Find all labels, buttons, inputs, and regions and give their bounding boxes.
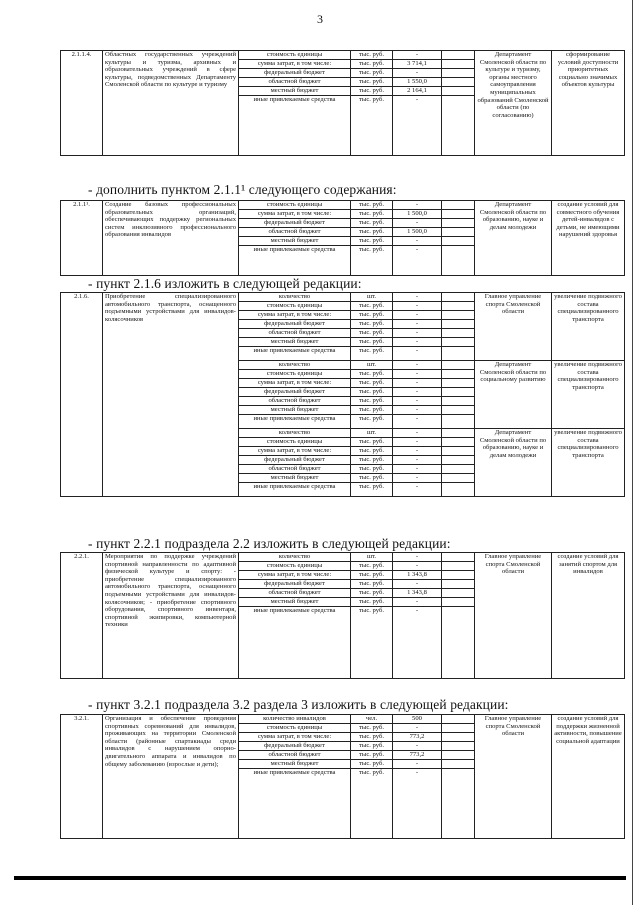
amount: -	[393, 483, 442, 497]
funding-source: сумма затрат, в том числе:	[239, 311, 351, 320]
amount: -	[393, 370, 442, 379]
empty-cell	[442, 397, 475, 406]
unit: тыс. руб.	[351, 598, 393, 607]
funding-source: количество инвалидов	[239, 715, 351, 724]
empty-cell	[442, 293, 475, 302]
unit: тыс. руб.	[351, 406, 393, 415]
amount: -	[393, 338, 442, 347]
funding-source: количество	[239, 361, 351, 370]
unit: тыс. руб.	[351, 201, 393, 210]
amount: 3 714,1	[393, 60, 442, 69]
item-description: Приобретение специализированного автомобильного транспорта, оснащенного подъемными устройствами для инвалидов-колясочников	[103, 293, 239, 497]
funding-source: количество	[239, 293, 351, 302]
item-number: 2.1.1.4.	[61, 51, 103, 156]
amount: 1 343,8	[393, 571, 442, 580]
funding-source: федеральный бюджет	[239, 320, 351, 329]
empty-cell	[442, 483, 475, 497]
amount: -	[393, 598, 442, 607]
unit: тыс. руб.	[351, 78, 393, 87]
funding-source: федеральный бюджет	[239, 219, 351, 228]
amount: -	[393, 406, 442, 415]
empty-cell	[442, 219, 475, 228]
amount: 500	[393, 715, 442, 724]
empty-cell	[442, 60, 475, 69]
funding-source: федеральный бюджет	[239, 456, 351, 465]
funding-source: иные привлекаемые средства	[239, 246, 351, 276]
responsible-executor: Главное управление спорта Смоленской области	[475, 553, 552, 679]
amount: 1 550,0	[393, 78, 442, 87]
empty-cell	[442, 598, 475, 607]
amount: -	[393, 51, 442, 60]
empty-cell	[442, 760, 475, 769]
empty-cell	[442, 580, 475, 589]
amount: 773,2	[393, 733, 442, 742]
empty-cell	[442, 87, 475, 96]
amount: -	[393, 379, 442, 388]
unit: тыс. руб.	[351, 87, 393, 96]
unit: тыс. руб.	[351, 483, 393, 497]
heading-2-2-1: - пункт 2.2.1 подраздела 2.2 изложить в следующей редакции:	[88, 536, 451, 551]
unit: тыс. руб.	[351, 69, 393, 78]
program-table	[60, 50, 625, 156]
unit: тыс. руб.	[351, 456, 393, 465]
empty-cell	[442, 447, 475, 456]
funding-source: сумма затрат, в том числе:	[239, 210, 351, 219]
funding-source: областной бюджет	[239, 329, 351, 338]
empty-cell	[442, 456, 475, 465]
funding-source: количество	[239, 553, 351, 562]
empty-cell	[442, 406, 475, 415]
amount: -	[393, 438, 442, 447]
unit: тыс. руб.	[351, 370, 393, 379]
item-number: 2.1.6.	[61, 293, 103, 497]
amount: -	[393, 474, 442, 483]
empty-cell	[442, 571, 475, 580]
funding-source: местный бюджет	[239, 760, 351, 769]
amount: -	[393, 201, 442, 210]
funding-source: сумма затрат, в том числе:	[239, 571, 351, 580]
table-block-2-2-1	[60, 552, 619, 679]
unit: тыс. руб.	[351, 751, 393, 760]
unit: тыс. руб.	[351, 379, 393, 388]
empty-cell	[442, 607, 475, 679]
unit: тыс. руб.	[351, 589, 393, 598]
unit: тыс. руб.	[351, 320, 393, 329]
unit: тыс. руб.	[351, 474, 393, 483]
responsible-executor: Департамент Смоленской области по культуре и туризму, органы местного самоуправления муниципальных образований Смоленской области (по согласованию)	[475, 51, 552, 156]
amount: -	[393, 724, 442, 733]
unit: тыс. руб.	[351, 415, 393, 429]
responsible-executor: Главное управление спорта Смоленской области	[475, 715, 552, 839]
unit: тыс. руб.	[351, 329, 393, 338]
funding-source: областной бюджет	[239, 751, 351, 760]
empty-cell	[442, 429, 475, 438]
unit: шт.	[351, 553, 393, 562]
amount: -	[393, 96, 442, 156]
empty-cell	[442, 553, 475, 562]
empty-cell	[442, 338, 475, 347]
unit: тыс. руб.	[351, 742, 393, 751]
amount: -	[393, 361, 442, 370]
funding-source: федеральный бюджет	[239, 69, 351, 78]
funding-source: федеральный бюджет	[239, 388, 351, 397]
table-row	[61, 51, 625, 60]
unit: тыс. руб.	[351, 60, 393, 69]
funding-source: областной бюджет	[239, 589, 351, 598]
empty-cell	[442, 465, 475, 474]
unit: тыс. руб.	[351, 228, 393, 237]
responsible-executor: Департамент Смоленской области по социальному развитию	[475, 361, 552, 429]
unit: тыс. руб.	[351, 760, 393, 769]
amount: -	[393, 237, 442, 246]
funding-source: количество	[239, 429, 351, 438]
funding-source: местный бюджет	[239, 338, 351, 347]
unit: тыс. руб.	[351, 733, 393, 742]
amount: -	[393, 347, 442, 361]
empty-cell	[442, 78, 475, 87]
empty-cell	[442, 311, 475, 320]
funding-source: иные привлекаемые средства	[239, 483, 351, 497]
empty-cell	[442, 379, 475, 388]
funding-source: местный бюджет	[239, 87, 351, 96]
funding-source: иные привлекаемые средства	[239, 347, 351, 361]
amount: -	[393, 320, 442, 329]
empty-cell	[442, 715, 475, 724]
program-table	[60, 552, 625, 679]
item-number: 2.1.1¹.	[61, 201, 103, 276]
funding-source: сумма затрат, в том числе:	[239, 379, 351, 388]
item-description: Создание базовых профессиональных образовательных организаций, обеспечивающих поддержку региональных систем инклюзивного профессионального образования инвалидов	[103, 201, 239, 276]
expected-result: увеличение подвижного состава специализированного транспорта	[552, 361, 625, 429]
funding-source: областной бюджет	[239, 78, 351, 87]
funding-source: федеральный бюджет	[239, 742, 351, 751]
funding-source: областной бюджет	[239, 397, 351, 406]
page-right-edge	[632, 0, 633, 905]
amount: -	[393, 465, 442, 474]
funding-source: местный бюджет	[239, 406, 351, 415]
funding-source: сумма затрат, в том числе:	[239, 60, 351, 69]
unit: тыс. руб.	[351, 302, 393, 311]
empty-cell	[442, 246, 475, 276]
empty-cell	[442, 302, 475, 311]
expected-result: создание условий для занятий спортом для инвалидов	[552, 553, 625, 679]
responsible-executor: Главное управление спорта Смоленской области	[475, 293, 552, 361]
amount: -	[393, 769, 442, 839]
amount: 1 500,0	[393, 210, 442, 219]
amount: -	[393, 329, 442, 338]
table-block-2-1-1-1	[60, 200, 620, 276]
amount: -	[393, 562, 442, 571]
unit: тыс. руб.	[351, 347, 393, 361]
amount: -	[393, 293, 442, 302]
empty-cell	[442, 69, 475, 78]
empty-cell	[442, 361, 475, 370]
unit: шт.	[351, 361, 393, 370]
item-description: Мероприятия по поддержке учреждений спортивной направленности по адаптивной физической культуре и спорту: - приобретение специализированного автомобильного транспорта, оснащенного подъемными устройствами для инвалидов-колясочников; - приобретение спортивного оборудования, спортивного инвентаря, спортивной экипировки, компьютерной техники	[103, 553, 239, 679]
empty-cell	[442, 438, 475, 447]
empty-cell	[442, 388, 475, 397]
unit: тыс. руб.	[351, 465, 393, 474]
empty-cell	[442, 96, 475, 156]
program-table	[60, 292, 625, 497]
empty-cell	[442, 228, 475, 237]
unit: тыс. руб.	[351, 388, 393, 397]
expected-result: создание условий для поддержки жизненной активности, повышение социальной адаптации	[552, 715, 625, 839]
funding-source: сумма затрат, в том числе:	[239, 447, 351, 456]
unit: тыс. руб.	[351, 96, 393, 156]
amount: -	[393, 311, 442, 320]
unit: тыс. руб.	[351, 562, 393, 571]
funding-source: стоимость единицы	[239, 370, 351, 379]
empty-cell	[442, 724, 475, 733]
amount: -	[393, 388, 442, 397]
empty-cell	[442, 742, 475, 751]
unit: тыс. руб.	[351, 338, 393, 347]
unit: шт.	[351, 293, 393, 302]
heading-2-1-1-1: - дополнить пунктом 2.1.1¹ следующего содержания:	[88, 182, 397, 197]
amount: 1 343,8	[393, 589, 442, 598]
amount: -	[393, 302, 442, 311]
funding-source: областной бюджет	[239, 465, 351, 474]
responsible-executor: Департамент Смоленской области по образованию, науке и делам молодежи	[475, 429, 552, 497]
funding-source: областной бюджет	[239, 228, 351, 237]
amount: 773,2	[393, 751, 442, 760]
amount: -	[393, 760, 442, 769]
page-bottom-rule	[14, 876, 626, 880]
empty-cell	[442, 347, 475, 361]
amount: -	[393, 246, 442, 276]
table-block-2-1-1-4	[60, 50, 619, 156]
unit: тыс. руб.	[351, 769, 393, 839]
funding-source: местный бюджет	[239, 474, 351, 483]
expected-result: создание условий для совместного обучения детей-инвалидов с детьми, не имеющими нарушений здоровья	[552, 201, 625, 276]
unit: тыс. руб.	[351, 607, 393, 679]
empty-cell	[442, 562, 475, 571]
empty-cell	[442, 733, 475, 742]
amount: -	[393, 219, 442, 228]
responsible-executor: Департамент Смоленской области по образованию, науке и делам молодежи	[475, 201, 552, 276]
amount: -	[393, 456, 442, 465]
empty-cell	[442, 474, 475, 483]
heading-3-2-1: - пункт 3.2.1 подраздела 3.2 раздела 3 изложить в следующей редакции:	[88, 697, 509, 712]
program-table	[60, 200, 625, 276]
amount: -	[393, 580, 442, 589]
funding-source: иные привлекаемые средства	[239, 607, 351, 679]
unit: тыс. руб.	[351, 438, 393, 447]
empty-cell	[442, 210, 475, 219]
unit: тыс. руб.	[351, 580, 393, 589]
expected-result: увеличение подвижного состава специализированного транспорта	[552, 293, 625, 361]
empty-cell	[442, 320, 475, 329]
unit: тыс. руб.	[351, 724, 393, 733]
funding-source: иные привлекаемые средства	[239, 769, 351, 839]
funding-source: стоимость единицы	[239, 724, 351, 733]
unit: тыс. руб.	[351, 237, 393, 246]
funding-source: стоимость единицы	[239, 51, 351, 60]
amount: -	[393, 607, 442, 679]
empty-cell	[442, 769, 475, 839]
table-block-3-2-1	[60, 714, 622, 839]
amount: -	[393, 69, 442, 78]
item-number: 3.2.1.	[61, 715, 103, 839]
item-description: Организация и обеспечение проведения спортивных соревнований для инвалидов, проживающих на территории Смоленской области (районные спартакиады среди инвалидов с нарушением опорно-двигательного аппарата и инвалидов по общему заболеванию (взрослые и дети);	[103, 715, 239, 839]
unit: тыс. руб.	[351, 571, 393, 580]
unit: тыс. руб.	[351, 210, 393, 219]
unit: чел.	[351, 715, 393, 724]
amount: -	[393, 553, 442, 562]
amount: -	[393, 397, 442, 406]
amount: -	[393, 447, 442, 456]
empty-cell	[442, 589, 475, 598]
amount: 1 500,0	[393, 228, 442, 237]
unit: тыс. руб.	[351, 219, 393, 228]
amount: -	[393, 742, 442, 751]
unit: тыс. руб.	[351, 246, 393, 276]
expected-result: увеличение подвижного состава специализированного транспорта	[552, 429, 625, 497]
expected-result: сформирование условий доступности приоритетных социально значимых объектов культуры	[552, 51, 625, 156]
page-number: 3	[317, 12, 323, 26]
amount: -	[393, 415, 442, 429]
unit: тыс. руб.	[351, 311, 393, 320]
unit: тыс. руб.	[351, 447, 393, 456]
item-description: Областных государственных учреждений культуры и туризма, архивных и образовательных учреждений в сфере культуры, подведомственных Департаменту Смоленской области по культуре и туризму	[103, 51, 239, 156]
program-table	[60, 714, 625, 839]
unit: шт.	[351, 429, 393, 438]
unit: тыс. руб.	[351, 51, 393, 60]
empty-cell	[442, 201, 475, 210]
empty-cell	[442, 51, 475, 60]
item-number: 2.2.1.	[61, 553, 103, 679]
table-row	[61, 201, 625, 210]
funding-source: сумма затрат, в том числе:	[239, 733, 351, 742]
unit: тыс. руб.	[351, 397, 393, 406]
funding-source: федеральный бюджет	[239, 580, 351, 589]
empty-cell	[442, 237, 475, 246]
funding-source: стоимость единицы	[239, 201, 351, 210]
funding-source: иные привлекаемые средства	[239, 415, 351, 429]
funding-source: стоимость единицы	[239, 438, 351, 447]
empty-cell	[442, 751, 475, 760]
amount: -	[393, 429, 442, 438]
funding-source: стоимость единицы	[239, 562, 351, 571]
table-row	[61, 293, 625, 302]
empty-cell	[442, 415, 475, 429]
table-row	[61, 553, 625, 562]
funding-source: иные привлекаемые средства	[239, 96, 351, 156]
empty-cell	[442, 329, 475, 338]
funding-source: местный бюджет	[239, 237, 351, 246]
table-row	[61, 715, 625, 724]
table-block-2-1-6	[60, 292, 622, 497]
funding-source: стоимость единицы	[239, 302, 351, 311]
heading-2-1-6: - пункт 2.1.6 изложить в следующей редакции:	[88, 276, 362, 291]
empty-cell	[442, 370, 475, 379]
amount: 2 164,1	[393, 87, 442, 96]
funding-source: местный бюджет	[239, 598, 351, 607]
